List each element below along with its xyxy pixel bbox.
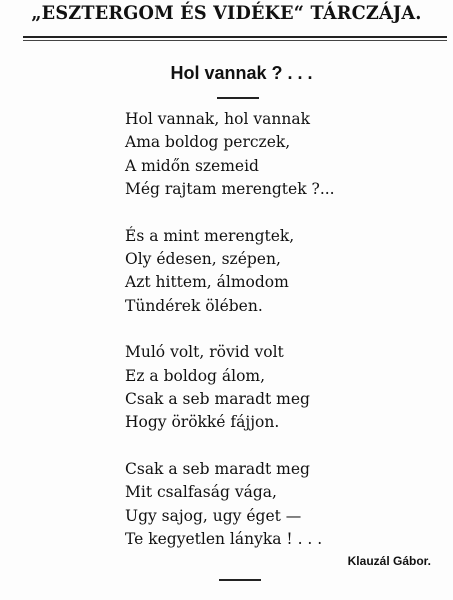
masthead-rule <box>23 36 447 38</box>
poem-line: Ugy sajog, ugy éget — <box>125 506 302 525</box>
poem-line: Csak a seb maradt meg <box>125 459 310 478</box>
poem-line: Oly édesen, szépen, <box>125 250 281 269</box>
poem-line: És a mint merengtek, <box>125 226 295 245</box>
poem-line: Ama boldog perczek, <box>125 133 291 152</box>
stanza-2 <box>125 225 335 319</box>
poem-line: Ez a boldog álom, <box>125 366 266 385</box>
poem-body <box>125 108 335 575</box>
masthead-title: „ESZTERGOM ÉS VIDÉKE“ TÁRCZÁJA. <box>31 2 422 24</box>
stanza-3 <box>125 341 335 435</box>
poem-line: Azt hittem, álmodom <box>125 273 289 292</box>
stanza-1 <box>125 108 335 202</box>
poem-title: Hol vannak ? . . . <box>170 63 313 83</box>
poem-line: Hogy örökké fájjon. <box>125 413 280 432</box>
poem-line: Még rajtam merengtek ?... <box>125 180 335 199</box>
masthead-rule-thin <box>23 40 447 41</box>
poem-line: Hol vannak, hol vannak <box>125 110 310 128</box>
poem-line: A midőn szemeid <box>125 156 259 175</box>
poem-line: Mit csalfaság vága, <box>125 483 277 502</box>
end-divider <box>219 579 261 581</box>
title-divider <box>217 97 259 99</box>
poem-line: Tündérek ölében. <box>125 296 263 315</box>
stanza-4 <box>125 458 335 552</box>
poem-line: Muló volt, rövid volt <box>125 343 284 362</box>
poem-line: Te kegyetlen lánykа ! . . . <box>125 530 323 549</box>
author-signature: Klauzál Gábor. <box>347 554 431 568</box>
poem-line: Csak a seb maradt meg <box>125 390 310 409</box>
